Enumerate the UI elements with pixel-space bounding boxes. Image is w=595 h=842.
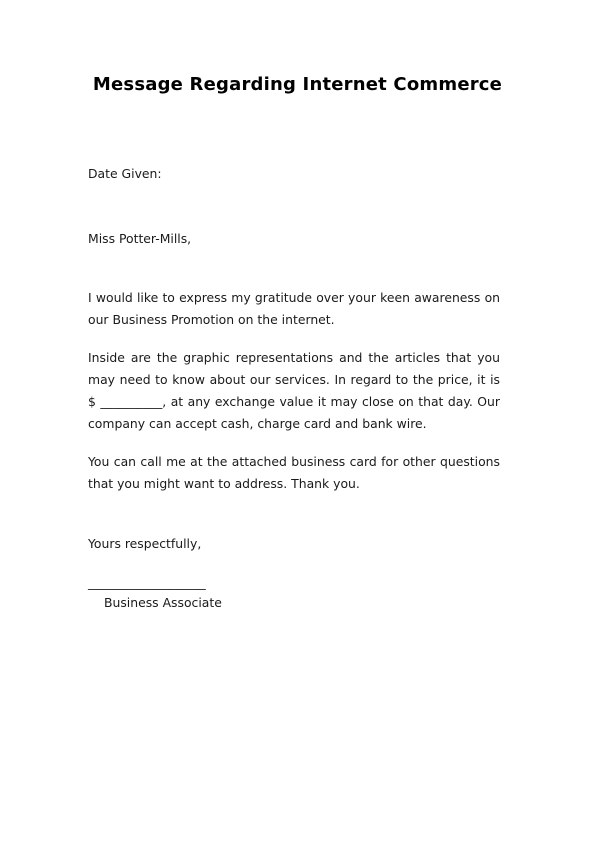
- body-paragraph-3: You can call me at the attached business card for other questions that you might want to address. Thank you.: [88, 454, 500, 491]
- body-paragraph-1: I would like to express my gratitude over your keen awareness on our Business Promotion on the internet.: [88, 290, 500, 327]
- salutation: Miss Potter-Mills,: [88, 231, 192, 246]
- date-label: Date Given:: [88, 166, 162, 181]
- closing: Yours respectfully,: [88, 536, 202, 551]
- signer-title: Business Associate: [104, 595, 222, 610]
- signature-line: ___________________: [88, 575, 206, 590]
- document-title: Message Regarding Internet Commerce: [92, 74, 503, 95]
- body-paragraph-2: Inside are the graphic representations and the articles that you may need to know about our services. In regard to the price, it is $ __________, at any exchange value it may close on that day. Our company can accept cash, charge card and bank wire.: [88, 350, 500, 431]
